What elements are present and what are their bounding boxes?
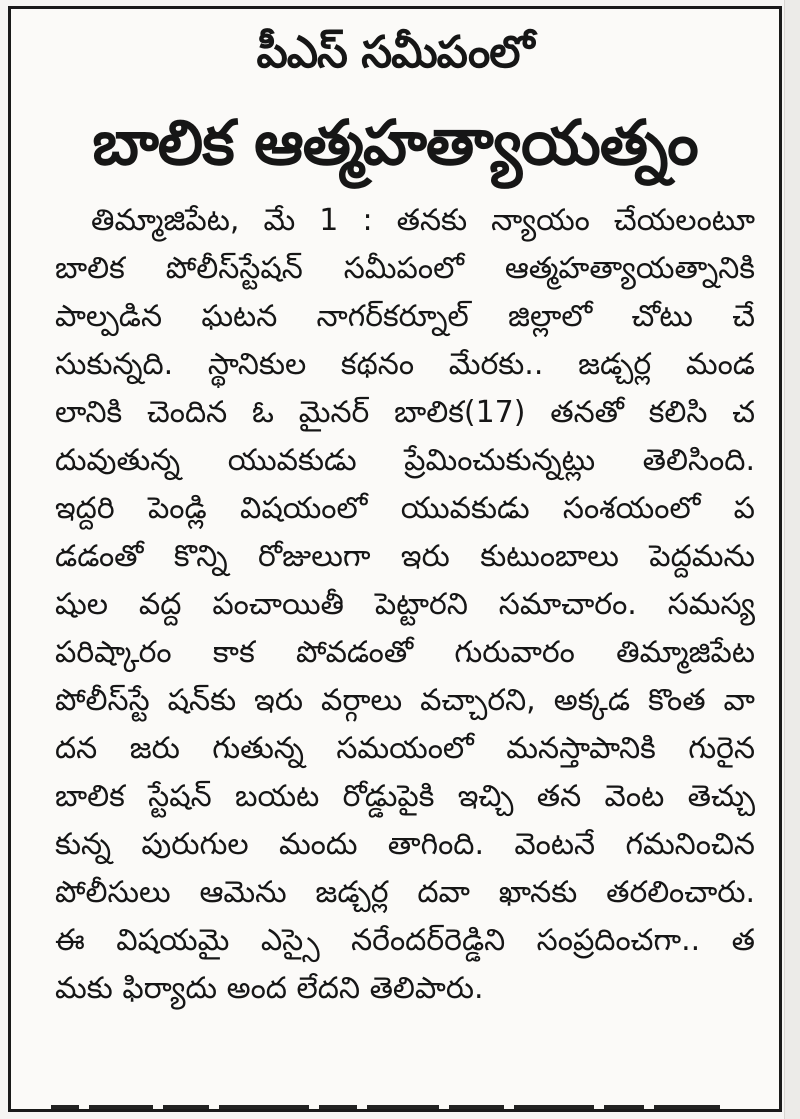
- page-edge-strip: [784, 0, 800, 1119]
- article-body-line: లానికి చెందిన ఓ మైనర్ బాలిక(17) తనతో కలిసి చ: [55, 395, 755, 430]
- article-body: [55, 197, 755, 1013]
- article-body-line: ఇద్దరి పెండ్లి విషయంలో యువకుడు సంశయంలో ప: [55, 491, 755, 526]
- article-headline: బాలిక ఆత్మహత్యాయత్నం: [92, 106, 698, 179]
- article-body-line: బాలిక పోలీస్‌స్టేషన్ సమీపంలో ఆత్మహత్యాయత్నానికి: [55, 251, 755, 286]
- article-body-line: కున్న పురుగుల మందు తాగింది. వెంటనే గమనించిన: [55, 827, 755, 862]
- article-body-line: పోలీస్‌స్టే షన్‌కు ఇరు వర్గాలు వచ్చారని, అక్కడ కొంత వా: [55, 683, 755, 718]
- article-body-line: బాలిక స్టేషన్ బయట రోడ్డుపైకి ఇచ్చి తన వెంట తెచ్చు: [55, 779, 755, 814]
- article-body-line: పరిష్కారం కాక పోవడంతో గురువారం తిమ్మాజిపేట: [55, 635, 755, 670]
- article-body-line: పోలీసులు ఆమెను జడ్చర్ల దవా ఖానకు తరలించారు.: [55, 875, 755, 910]
- article-body-line: ఈ విషయమై ఎస్సై నరేందర్‌రెడ్డిని సంప్రదించగా.. త: [55, 923, 755, 958]
- article-body-line: తిమ్మాజిపేట, మే 1 : తనకు న్యాయం చేయలంటూ: [91, 203, 755, 238]
- article-body-line: షుల వద్ద పంచాయితీ పెట్టారని సమాచారం. సమస్య: [55, 587, 755, 622]
- article-body-line: సుకున్నది. స్థానికుల కథనం మేరకు.. జడ్చర్ల మండ: [55, 347, 755, 382]
- article-body-line: డడంతో కొన్ని రోజులుగా ఇరు కుటుంబాలు పెద్దమను: [55, 539, 755, 574]
- article-body-line: దన జరు గుతున్న సమయంలో మనస్తాపానికి గురైన: [55, 731, 755, 766]
- article-body-line: పాల్పడిన ఘటన నాగర్‌కర్నూల్ జిల్లాలో చోటు చే: [55, 299, 755, 334]
- cut-off-next-line: [51, 1105, 757, 1112]
- article-body-line: మకు ఫిర్యాదు అంద లేదని తెలిపారు.: [55, 971, 484, 1006]
- news-clipping: [8, 6, 782, 1112]
- article-body-line: దువుతున్న యువకుడు ప్రేమించుకున్నట్లు తెలిసింది.: [55, 443, 755, 478]
- article-kicker: పీఎస్ సమీపంలో: [256, 27, 534, 78]
